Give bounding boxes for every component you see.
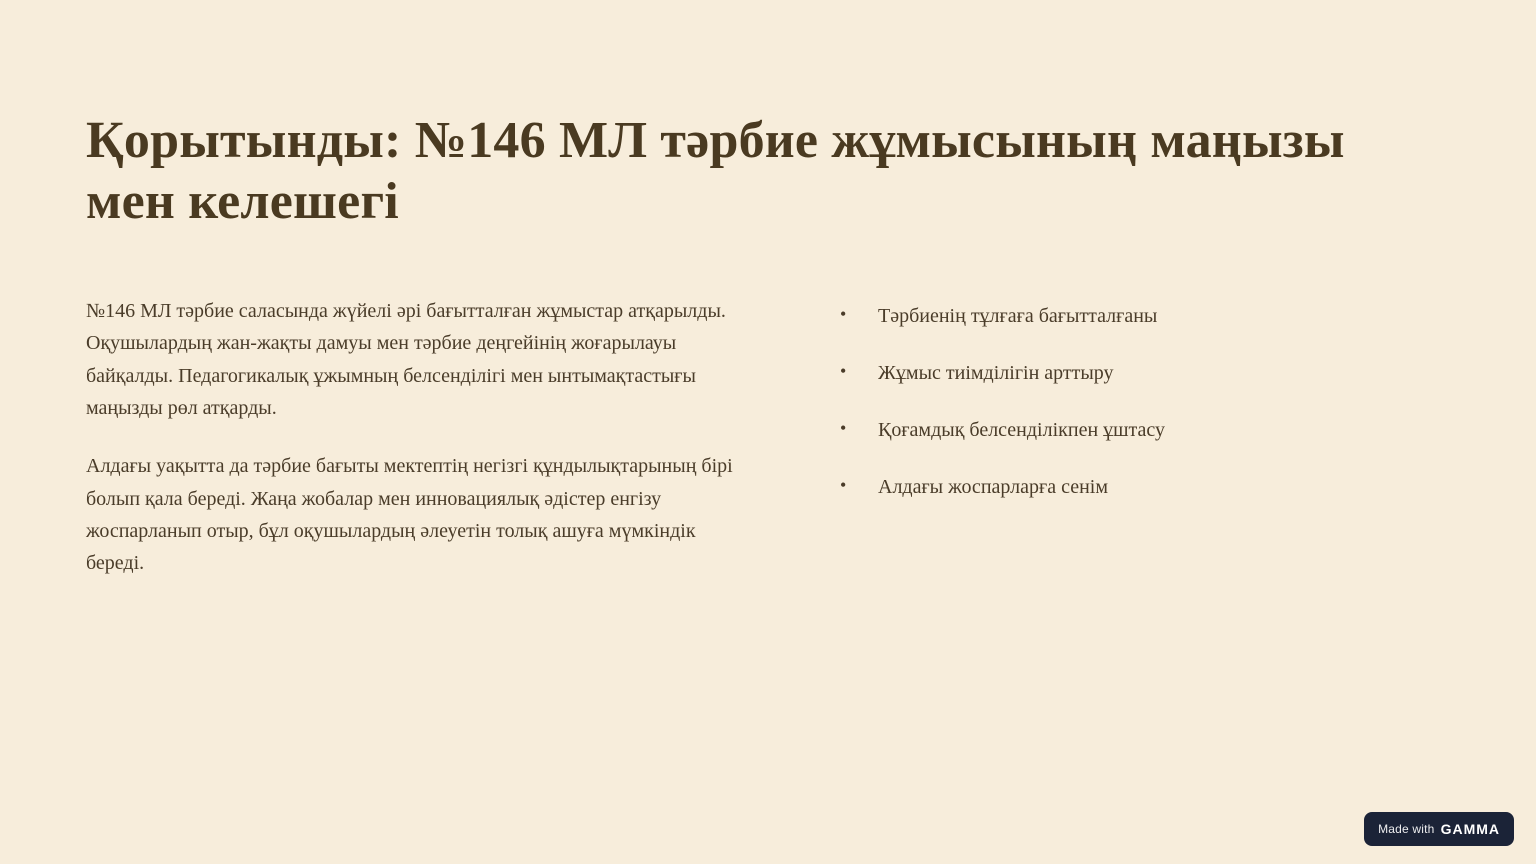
made-with-gamma-badge[interactable] (1364, 812, 1514, 846)
bullet-label: Тәрбиенің тұлғаға бағытталғаны (878, 304, 1158, 327)
content-columns (86, 295, 1450, 580)
bullet-dot-icon: • (840, 360, 847, 381)
badge-brand-label: GAMMA (1440, 821, 1500, 837)
right-bullet-column (832, 295, 1472, 503)
bullet-list (832, 301, 1472, 503)
list-item (832, 472, 1472, 503)
bullet-label: Жұмыс тиімділігін арттыру (878, 361, 1114, 384)
page-title: Қорытынды: №146 МЛ тәрбие жұмысының маңызы мен келешегі (86, 112, 1345, 231)
list-item (832, 415, 1472, 446)
bullet-dot-icon: • (840, 303, 847, 324)
bullet-dot-icon: • (840, 417, 847, 438)
bullet-label: Қоғамдық белсенділікпен ұштасу (878, 418, 1166, 441)
bullet-dot-icon: • (840, 474, 847, 495)
list-item (832, 358, 1472, 389)
list-item (832, 301, 1472, 332)
left-text-column (86, 295, 746, 580)
body-paragraph-2: Алдағы уақытта да тәрбие бағыты мектептің негізгі құндылықтарының бірі болып қала береді. Жаңа жобалар мен инновациялық әдістер енгізу жоспарланып отыр, бұл оқушылардың әлеуетін толық ашуға мүмкіндік береді. (86, 455, 733, 575)
badge-made-with-label: Made with (1378, 822, 1435, 836)
body-paragraph-1: №146 МЛ тәрбие саласында жүйелі әрі бағытталған жұмыстар атқарылды. Оқушылардың жан-жақты дамуы мен тәрбие деңгейінің жоғарылауы байқалды. Педагогикалық ұжымның белсенділігі мен ынтымақтастығы маңызды рөл атқарды. (86, 299, 726, 419)
bullet-label: Алдағы жоспарларға сенім (878, 475, 1108, 498)
